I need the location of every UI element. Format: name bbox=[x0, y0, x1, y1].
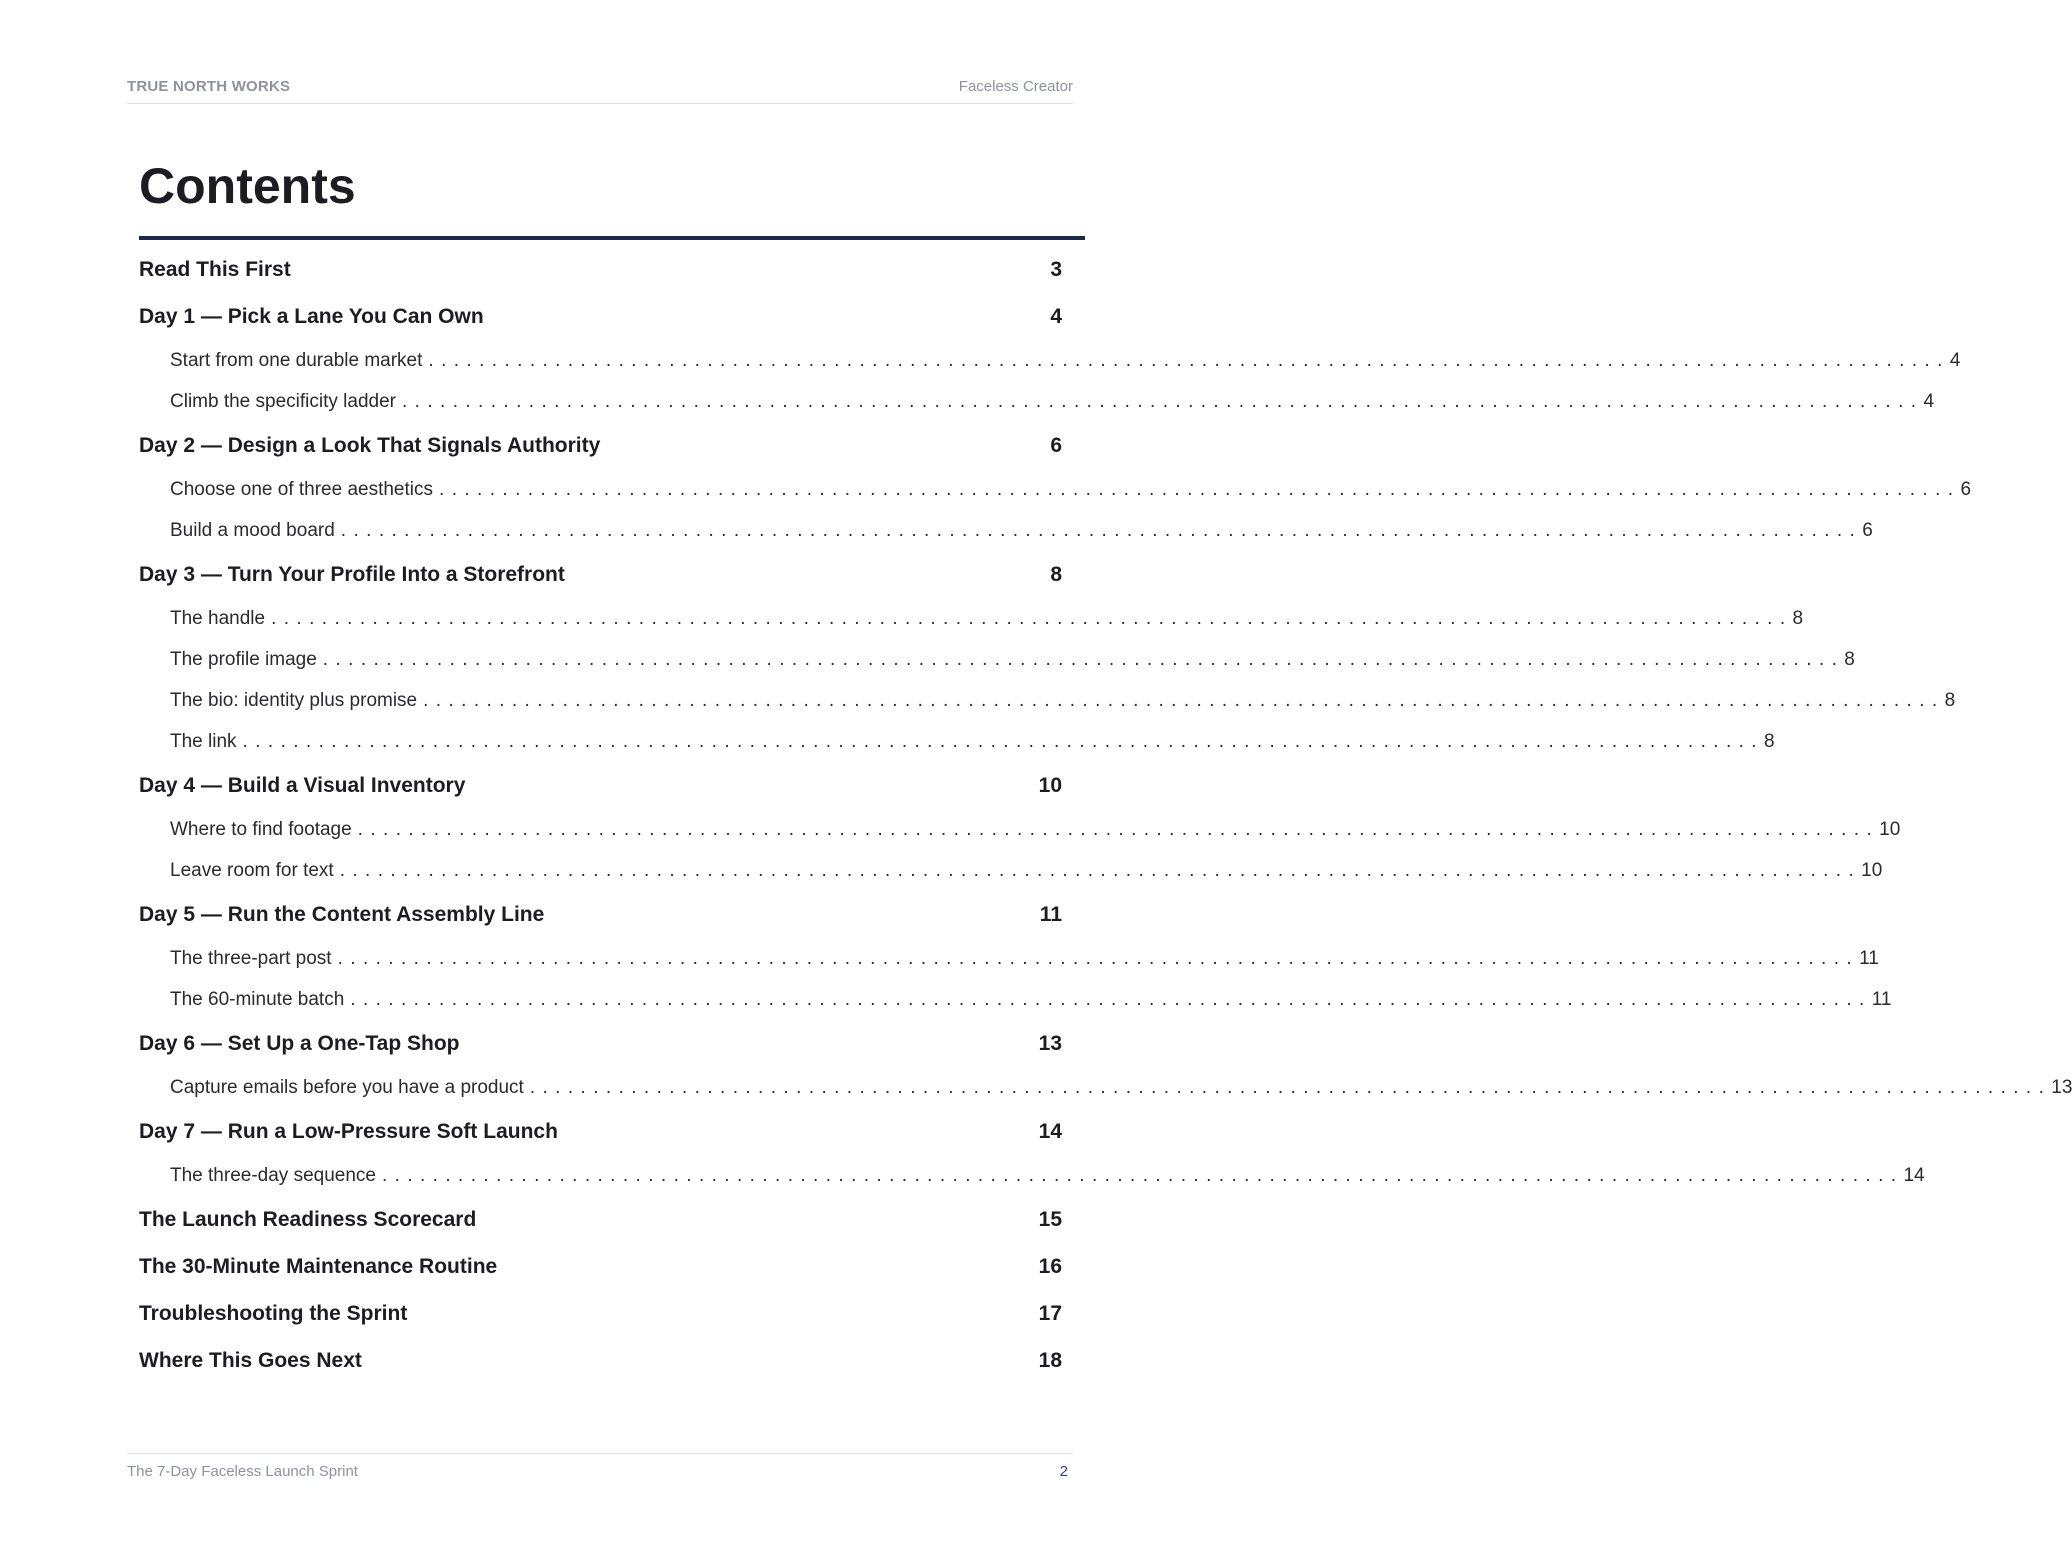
toc-entry-label: The handle bbox=[170, 608, 266, 629]
toc-entry-page-number: 8 bbox=[1764, 731, 1775, 752]
toc-section-entry[interactable] bbox=[139, 422, 1062, 469]
toc-dot-leader: ........................................................................................................................ bbox=[242, 731, 1764, 752]
toc-section-entry[interactable] bbox=[139, 1290, 1062, 1337]
toc-subsection-entry[interactable] bbox=[139, 340, 1961, 381]
toc-section-entry[interactable] bbox=[139, 891, 1062, 938]
brand-name: TRUE NORTH WORKS bbox=[127, 78, 291, 95]
toc-section-entry[interactable] bbox=[139, 1108, 1062, 1155]
toc-subsection-entry[interactable] bbox=[139, 469, 1972, 510]
toc-dot-leader: ........................................................................................................................ bbox=[350, 989, 1872, 1010]
toc-entry-page-number: 8 bbox=[1944, 690, 1956, 711]
toc-entry-page-number: 14 bbox=[1038, 1120, 1062, 1143]
toc-section-entry[interactable] bbox=[139, 1196, 1062, 1243]
toc-entry-page-number: 13 bbox=[1038, 1032, 1062, 1055]
toc-subsection-entry[interactable] bbox=[139, 850, 1883, 891]
toc-section-entry[interactable] bbox=[139, 246, 1062, 293]
toc-entry-label: Day 5 — Run the Content Assembly Line bbox=[139, 903, 545, 926]
toc-subsection-entry[interactable] bbox=[139, 639, 1855, 680]
running-header bbox=[127, 77, 1073, 104]
toc-dot-leader: ........................................................................................................................ bbox=[428, 350, 1950, 371]
toc-dot-leader: ........................................................................................................................ bbox=[357, 819, 1880, 840]
toc-entry-label: The 30-Minute Maintenance Routine bbox=[139, 1255, 498, 1278]
toc-section-entry[interactable] bbox=[139, 1337, 1062, 1384]
toc-entry-page-number: 8 bbox=[1792, 608, 1804, 629]
toc-entry-page-number: 11 bbox=[1859, 948, 1879, 969]
toc-dot-leader: ........................................................................................................................ bbox=[340, 520, 1863, 541]
toc-entry-page-number: 4 bbox=[1949, 350, 1961, 371]
toc-entry-label: Leave room for text bbox=[170, 860, 334, 881]
toc-entry-label: Day 1 — Pick a Lane You Can Own bbox=[139, 305, 484, 328]
toc-subsection-entry[interactable] bbox=[139, 680, 1956, 721]
toc-subsection-entry[interactable] bbox=[139, 1155, 1925, 1196]
toc-entry-page-number: 13 bbox=[2051, 1077, 2072, 1098]
title-divider bbox=[139, 236, 1085, 240]
toc-entry-page-number: 6 bbox=[1050, 434, 1062, 457]
toc-subsection-entry[interactable] bbox=[139, 979, 1892, 1020]
toc-entry-label: Read This First bbox=[139, 258, 291, 281]
toc-dot-leader: ........................................................................................................................ bbox=[423, 690, 1945, 711]
toc-entry-label: The three-day sequence bbox=[170, 1165, 376, 1186]
table-of-contents bbox=[139, 246, 2072, 1384]
toc-dot-leader: ........................................................................................................................ bbox=[337, 948, 1860, 969]
toc-entry-page-number: 8 bbox=[1050, 563, 1062, 586]
toc-section-entry[interactable] bbox=[139, 1020, 1062, 1067]
toc-entry-label: The Launch Readiness Scorecard bbox=[139, 1208, 477, 1231]
toc-dot-leader: ........................................................................................................................ bbox=[339, 860, 1862, 881]
toc-dot-leader: ........................................................................................................................ bbox=[401, 391, 1924, 412]
toc-entry-label: Build a mood board bbox=[170, 520, 335, 541]
toc-entry-label: The 60-minute batch bbox=[170, 989, 345, 1010]
toc-subsection-entry[interactable] bbox=[139, 1067, 2072, 1108]
page-title: Contents bbox=[139, 158, 356, 214]
running-footer bbox=[127, 1453, 1073, 1480]
toc-entry-label: Day 2 — Design a Look That Signals Authority bbox=[139, 434, 601, 457]
toc-subsection-entry[interactable] bbox=[139, 721, 1775, 762]
toc-entry-label: Choose one of three aesthetics bbox=[170, 479, 434, 500]
toc-section-entry[interactable] bbox=[139, 762, 1062, 809]
toc-entry-page-number: 16 bbox=[1038, 1255, 1062, 1278]
toc-entry-label: The three-part post bbox=[170, 948, 332, 969]
toc-entry-page-number: 4 bbox=[1923, 391, 1935, 412]
toc-subsection-entry[interactable] bbox=[139, 938, 1879, 979]
toc-entry-label: Climb the specificity ladder bbox=[170, 391, 396, 412]
toc-entry-label: Where to find footage bbox=[170, 819, 352, 840]
toc-dot-leader: ........................................................................................................................ bbox=[381, 1165, 1904, 1186]
toc-subsection-entry[interactable] bbox=[139, 809, 1901, 850]
toc-entry-label: Day 3 — Turn Your Profile Into a Storefront bbox=[139, 563, 565, 586]
toc-entry-label: Capture emails before you have a product bbox=[170, 1077, 524, 1098]
toc-subsection-entry[interactable] bbox=[139, 510, 1873, 551]
toc-entry-page-number: 4 bbox=[1050, 305, 1062, 328]
toc-entry-page-number: 11 bbox=[1039, 903, 1062, 926]
toc-entry-page-number: 18 bbox=[1038, 1349, 1062, 1372]
toc-entry-page-number: 17 bbox=[1038, 1302, 1062, 1325]
toc-dot-leader: ........................................................................................................................ bbox=[439, 479, 1961, 500]
toc-dot-leader: ........................................................................................................................ bbox=[271, 608, 1793, 629]
toc-entry-page-number: 14 bbox=[1903, 1165, 1925, 1186]
toc-entry-page-number: 10 bbox=[1038, 774, 1062, 797]
footer-page-number: 2 bbox=[1059, 1463, 1068, 1480]
toc-entry-label: Day 4 — Build a Visual Inventory bbox=[139, 774, 466, 797]
toc-section-entry[interactable] bbox=[139, 293, 1062, 340]
toc-entry-page-number: 6 bbox=[1862, 520, 1873, 541]
toc-entry-label: Troubleshooting the Sprint bbox=[139, 1302, 408, 1325]
toc-entry-page-number: 8 bbox=[1844, 649, 1855, 670]
toc-dot-leader: ........................................................................................................................ bbox=[529, 1077, 2052, 1098]
toc-entry-label: Day 6 — Set Up a One-Tap Shop bbox=[139, 1032, 460, 1055]
toc-section-entry[interactable] bbox=[139, 551, 1062, 598]
toc-entry-page-number: 3 bbox=[1050, 258, 1062, 281]
toc-subsection-entry[interactable] bbox=[139, 381, 1935, 422]
toc-entry-label: Where This Goes Next bbox=[139, 1349, 362, 1372]
toc-entry-label: The bio: identity plus promise bbox=[170, 690, 418, 711]
toc-entry-page-number: 10 bbox=[1879, 819, 1901, 840]
series-name: Faceless Creator bbox=[958, 78, 1073, 95]
toc-entry-label: The link bbox=[170, 731, 237, 752]
toc-entry-label: Start from one durable market bbox=[170, 350, 423, 371]
toc-entry-page-number: 11 bbox=[1871, 989, 1892, 1010]
toc-entry-page-number: 6 bbox=[1960, 479, 1972, 500]
toc-subsection-entry[interactable] bbox=[139, 598, 1804, 639]
toc-dot-leader: ........................................................................................................................ bbox=[322, 649, 1845, 670]
toc-entry-label: Day 7 — Run a Low-Pressure Soft Launch bbox=[139, 1120, 558, 1143]
toc-entry-label: The profile image bbox=[170, 649, 317, 670]
toc-entry-page-number: 10 bbox=[1861, 860, 1883, 881]
toc-entry-page-number: 15 bbox=[1038, 1208, 1062, 1231]
footer-document-title: The 7-Day Faceless Launch Sprint bbox=[127, 1463, 358, 1480]
toc-section-entry[interactable] bbox=[139, 1243, 1062, 1290]
